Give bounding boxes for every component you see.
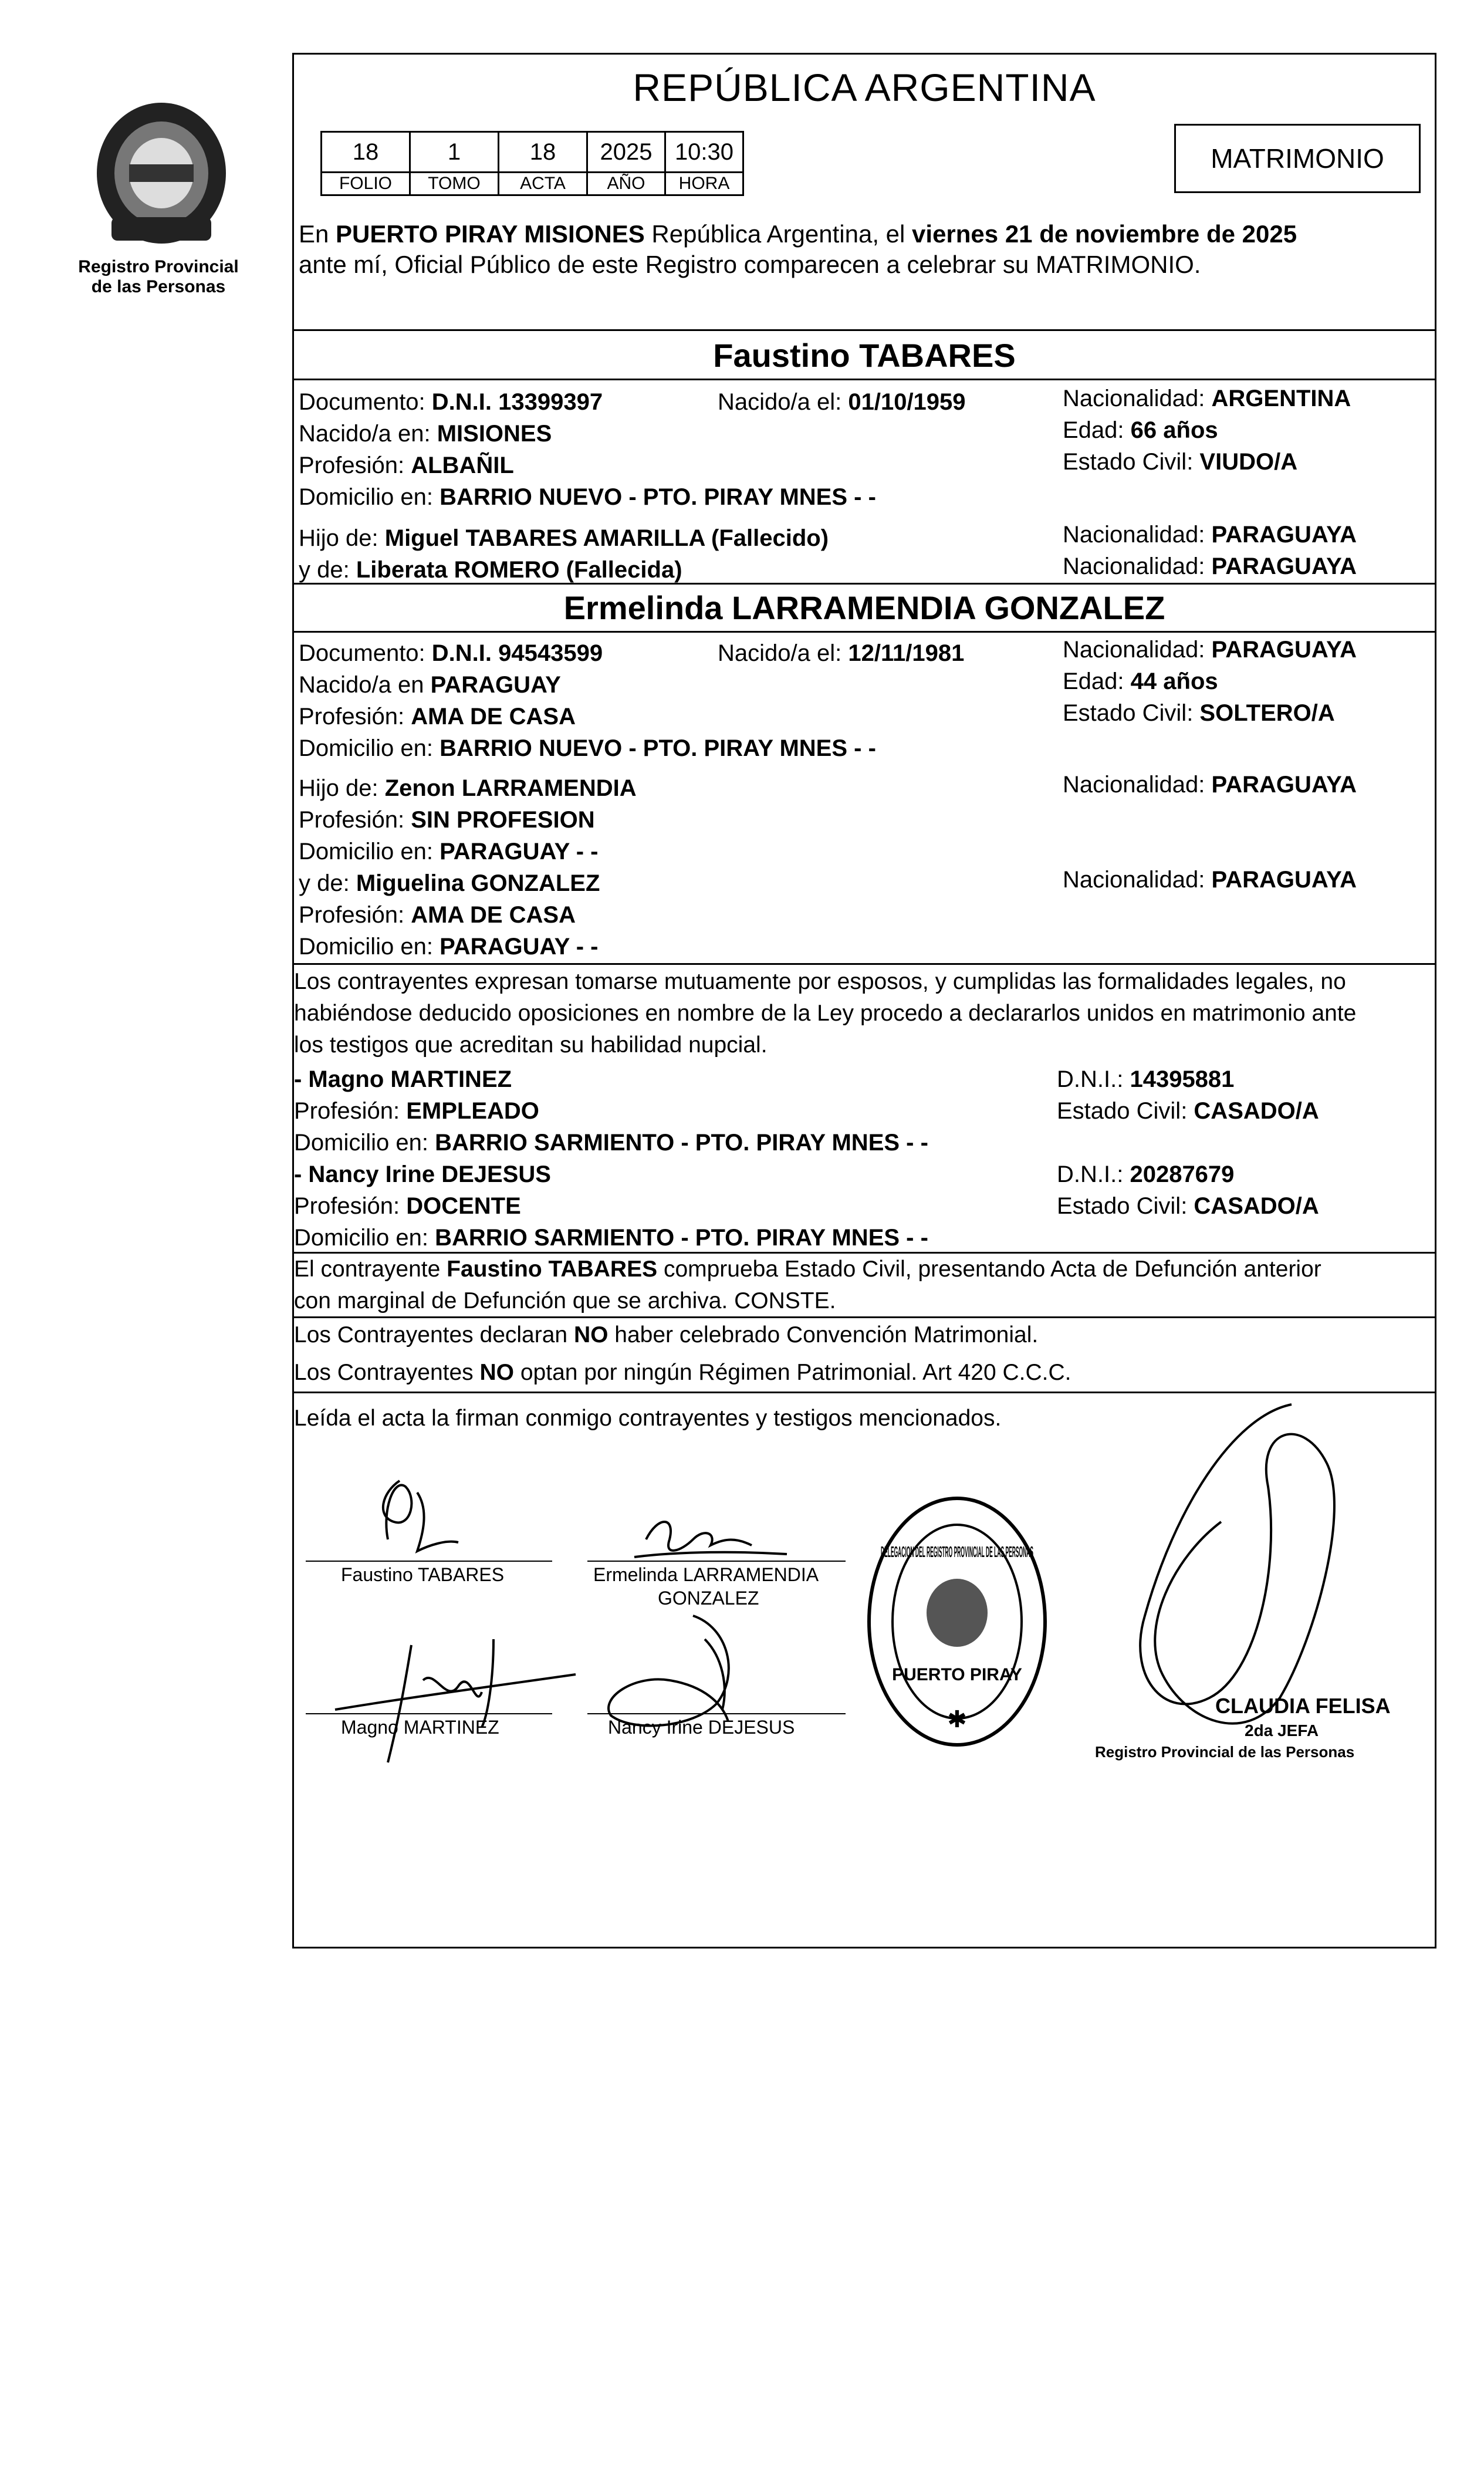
civil-status-note-line2: con marginal de Defunción que se archiva. CONSTE. (294, 1288, 836, 1313)
witness1-civil-status: Estado Civil: CASADO/A (1057, 1098, 1319, 1124)
certificate-frame (292, 53, 1436, 1948)
spouse2-mother-address: Domicilio en: PARAGUAY - - (299, 934, 599, 960)
witness1-name: - Magno MARTINEZ (294, 1066, 512, 1092)
spouse2-profession: Profesión: AMA DE CASA (299, 704, 576, 730)
spouse2-father-address: Domicilio en: PARAGUAY - - (299, 839, 599, 864)
spouse2-mother: y de: Miguelina GONZALEZ (299, 870, 600, 896)
stamp-center-text: PUERTO PIRAY (892, 1665, 1022, 1684)
spouse1-civil-status: Estado Civil: VIUDO/A (1063, 449, 1298, 475)
signature-label-spouse1: Faustino TABARES (341, 1564, 505, 1585)
witness2-dni: D.N.I.: 20287679 (1057, 1161, 1235, 1187)
divider (294, 329, 1435, 331)
spouse1-nationality: Nacionalidad: ARGENTINA (1063, 386, 1351, 411)
stamp-ring-text: DELEGACION DEL REGISTRO PROVINCIAL DE LAS PERSONAS (881, 1543, 1033, 1561)
acta-label: ACTA (499, 173, 587, 195)
spouse1-birthdate: Nacido/a el: 01/10/1959 (718, 389, 966, 415)
spouse2-civil-status: Estado Civil: SOLTERO/A (1063, 700, 1335, 726)
hour-value: 10:30 (665, 132, 743, 173)
handwritten-signature-witness1 (317, 1633, 599, 1768)
handwritten-signature-witness2 (587, 1604, 799, 1745)
country-title: REPÚBLICA ARGENTINA (633, 66, 1096, 109)
official-role: 2da JEFA (1245, 1721, 1319, 1740)
spouse2-nationality: Nacionalidad: PARAGUAYA (1063, 637, 1357, 663)
spouse1-mother-nationality: Nacionalidad: PARAGUAYA (1063, 553, 1357, 579)
spouse1-address: Domicilio en: BARRIO NUEVO - PTO. PIRAY MNES - - (299, 484, 876, 510)
registry-number-table (320, 131, 744, 196)
regime-statement: Los Contrayentes NO optan por ningún Régimen Patrimonial. Art 420 C.C.C. (294, 1360, 1071, 1385)
spouse2-birthplace: Nacido/a en PARAGUAY (299, 672, 561, 698)
witness1-dni: D.N.I.: 14395881 (1057, 1066, 1235, 1092)
civil-status-note-line1: El contrayente Faustino TABARES comprueba Estado Civil, presentando Acta de Defunción anterior (294, 1257, 1321, 1282)
logo-caption-line2: de las Personas (91, 277, 226, 296)
year-value: 2025 (587, 132, 665, 173)
declaration-line2: habiéndose deducido oposiciones en nombre de la Ley procedo a declararlos unidos en matrimonio ante (294, 1001, 1357, 1026)
spouse1-name-heading: Faustino TABARES (713, 337, 1016, 374)
handwritten-signature-spouse2 (623, 1504, 799, 1569)
spouse2-birthdate: Nacido/a el: 12/11/1981 (718, 640, 965, 666)
acta-value: 18 (499, 132, 587, 173)
witness1-address: Domicilio en: BARRIO SARMIENTO - PTO. PIRAY MNES - - (294, 1130, 928, 1156)
divider (294, 1316, 1435, 1318)
spouse1-document: Documento: D.N.I. 13399397 (299, 389, 603, 415)
signature-label-spouse2b: GONZALEZ (658, 1588, 759, 1609)
witness1-profession: Profesión: EMPLEADO (294, 1098, 539, 1124)
divider (294, 583, 1435, 585)
spouse2-father-nationality: Nacionalidad: PARAGUAYA (1063, 772, 1357, 798)
spouse2-father: Hijo de: Zenon LARRAMENDIA (299, 775, 637, 801)
tomo-value: 1 (410, 132, 499, 173)
folio-value: 18 (322, 132, 410, 173)
spouse1-mother: y de: Liberata ROMERO (Fallecida) (299, 557, 682, 583)
declaration-line1: Los contrayentes expresan tomarse mutuamente por esposos, y cumplidas las formalidades legales, no (294, 969, 1346, 994)
registry-logo-caption (65, 257, 252, 297)
witness2-civil-status: Estado Civil: CASADO/A (1057, 1193, 1319, 1219)
spouse1-profession: Profesión: ALBAÑIL (299, 452, 514, 478)
divider (294, 379, 1435, 380)
intro-line1: En PUERTO PIRAY MISIONES República Argentina, el viernes 21 de noviembre de 2025 (299, 220, 1297, 248)
spouse1-age: Edad: 66 años (1063, 417, 1218, 443)
spouse2-address: Domicilio en: BARRIO NUEVO - PTO. PIRAY MNES - - (299, 735, 876, 761)
witness2-address: Domicilio en: BARRIO SARMIENTO - PTO. PIRAY MNES - - (294, 1225, 928, 1251)
year-label: AÑO (587, 173, 665, 195)
divider (294, 963, 1435, 965)
logo-caption-line1: Registro Provincial (78, 257, 239, 276)
spouse1-birthplace: Nacido/a en: MISIONES (299, 421, 552, 447)
province-seal-logo (88, 94, 235, 252)
record-type-box: MATRIMONIO (1174, 124, 1421, 193)
signature-label-witness2: Nancy Irine DEJESUS (608, 1717, 795, 1738)
declaration-line3: los testigos que acreditan su habilidad nupcial. (294, 1032, 768, 1058)
spouse2-mother-nationality: Nacionalidad: PARAGUAYA (1063, 867, 1357, 893)
hour-label: HORA (665, 173, 743, 195)
handwritten-signature-spouse1 (329, 1475, 482, 1563)
folio-label: FOLIO (322, 173, 410, 195)
closing-statement: Leída el acta la firman conmigo contrayentes y testigos mencionados. (294, 1406, 1002, 1431)
witness2-name: - Nancy Irine DEJESUS (294, 1161, 551, 1187)
spouse1-father-nationality: Nacionalidad: PARAGUAYA (1063, 522, 1357, 548)
official-office: Registro Provincial de las Personas (1095, 1743, 1355, 1761)
convention-statement: Los Contrayentes declaran NO haber celebrado Convención Matrimonial. (294, 1322, 1039, 1348)
signature-label-witness1: Magno MARTINEZ (341, 1717, 499, 1738)
registry-delegation-stamp (857, 1487, 1057, 1757)
stamp-star-icon: ✱ (947, 1707, 967, 1733)
spouse2-document: Documento: D.N.I. 94543599 (299, 640, 603, 666)
tomo-label: TOMO (410, 173, 499, 195)
witness2-profession: Profesión: DOCENTE (294, 1193, 521, 1219)
spouse2-mother-profession: Profesión: AMA DE CASA (299, 902, 576, 928)
spouse1-father: Hijo de: Miguel TABARES AMARILLA (Fallecido) (299, 525, 829, 551)
spouse2-age: Edad: 44 años (1063, 668, 1218, 694)
intro-line2: ante mí, Oficial Público de este Registro comparecen a celebrar su MATRIMONIO. (299, 251, 1201, 278)
signature-label-spouse2a: Ermelinda LARRAMENDIA (593, 1564, 819, 1585)
divider (294, 1252, 1435, 1254)
spouse2-father-profession: Profesión: SIN PROFESION (299, 807, 595, 833)
official-name: CLAUDIA FELISA (1215, 1694, 1391, 1718)
spouse2-name-heading: Ermelinda LARRAMENDIA GONZALEZ (563, 589, 1165, 626)
divider (294, 631, 1435, 633)
